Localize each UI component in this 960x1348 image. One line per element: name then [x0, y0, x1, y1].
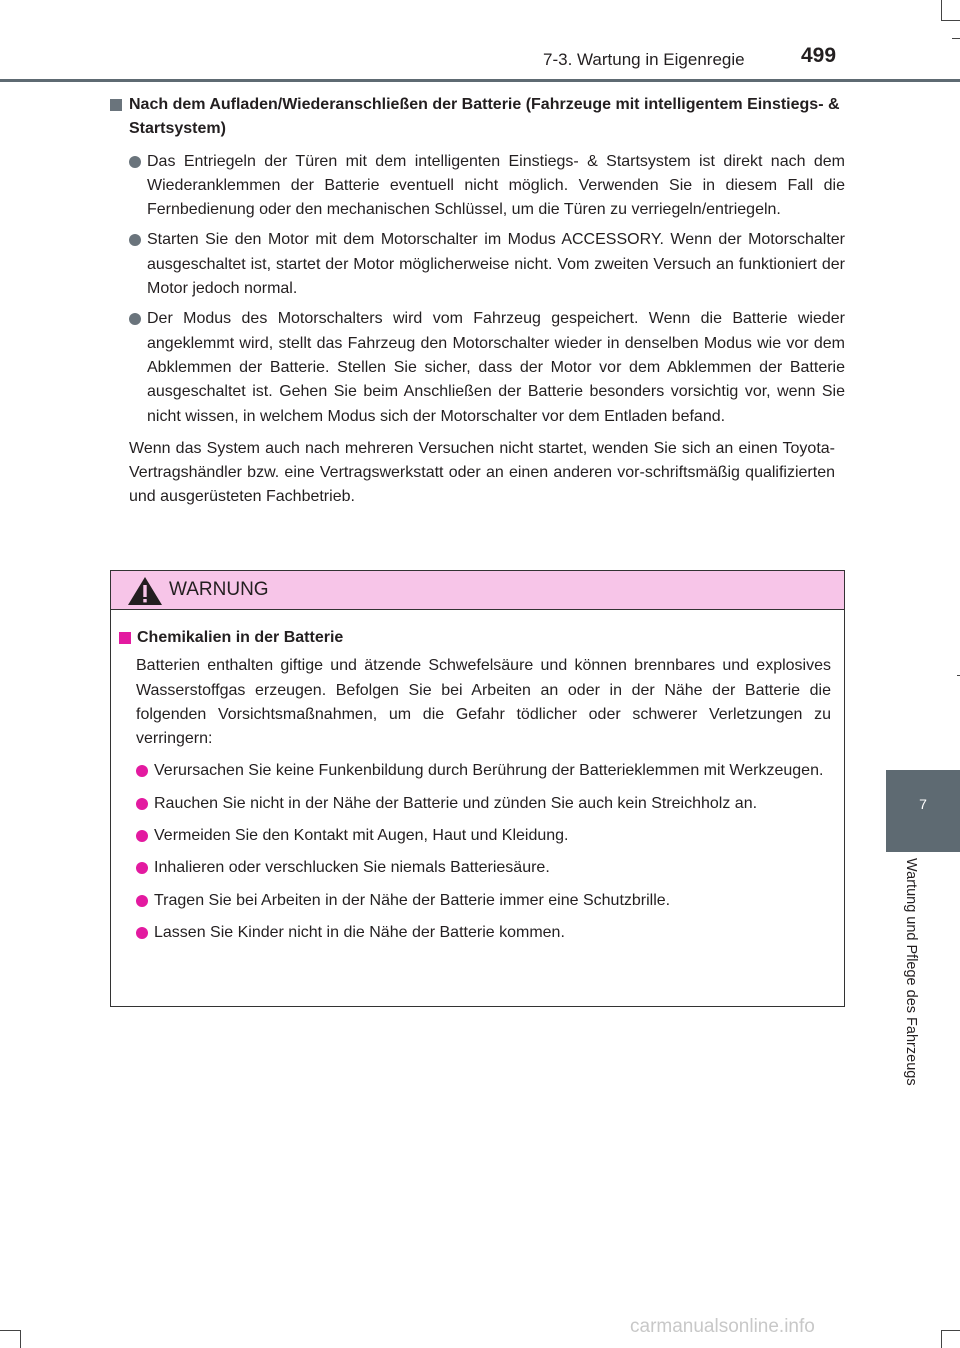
list-item [119, 921, 836, 945]
list-item [110, 228, 845, 301]
section-heading [110, 93, 845, 142]
circle-bullet-icon [129, 156, 141, 168]
circle-bullet-icon [129, 313, 141, 325]
warning-triangle-icon [127, 576, 163, 606]
circle-bullet-icon [129, 234, 141, 246]
crop-mark [941, 1330, 942, 1348]
warning-heading [119, 626, 836, 650]
square-bullet-icon [110, 99, 122, 111]
section-title: 7-3. Wartung in Eigenregie [543, 50, 745, 69]
list-item [119, 792, 836, 816]
crop-mark [941, 1330, 960, 1331]
section-heading-text: Nach dem Aufladen/Wiederanschließen der Batterie (Fahrzeuge mit intelligentem Einstiegs- & Startsystem) [129, 96, 840, 138]
list-item-text: Der Modus des Motorschalters wird vom Fahrzeug gespeichert. Wenn die Batterie wieder angeklemmt wird, stellt das Fahrzeug den Motorschalter wieder in denselben Modus wie vor dem Abklemmen der Batterie. Stellen Sie sicher, dass der Motor vor dem Abklemmen der Batterie ausgeschaltet ist. Gehen Sie beim Anschließen der Batterie besonders vorsichtig vor, wenn Sie nicht wissen, in welchem Modus sich der Motorschalter vor dem Entladen befand. [147, 310, 845, 425]
circle-bullet-icon [136, 830, 148, 842]
circle-bullet-icon [136, 927, 148, 939]
warning-intro: Batterien enthalten giftige und ätzende Schwefelsäure und können brennbares und explosives Wasserstoffgas erzeugen. Befolgen Sie bei Arbeiten an oder in der Nähe der Batterie die folgenden Vorsichtsmaßnahmen, um die Gefahr tödlicher oder schwerer Verletzungen zu verringern: [136, 657, 831, 748]
square-bullet-icon [119, 632, 131, 644]
chapter-tab [886, 770, 960, 852]
warning-box [110, 570, 845, 1007]
circle-bullet-icon [136, 862, 148, 874]
list-item-text: Das Entriegeln der Türen mit dem intelligenten Einstiegs- & Startsystem ist direkt nach dem Wiederanklemmen der Batterie eventuell nicht möglich. Verwenden Sie in diesem Fall die Fernbedienung oder den mechanischen Schlüssel, um die Türen zu verriegeln/entriegeln. [147, 152, 845, 219]
page-number: 499 [801, 44, 837, 67]
warning-header [111, 571, 844, 610]
chapter-number: 7 [919, 796, 927, 812]
list-item-text: Starten Sie den Motor mit dem Motorschalter im Modus ACCESSORY. Wenn der Motorschalter ausgeschaltet ist, startet der Motor möglicherweise nicht. Vom zweiten Versuch an funktioniert der Motor jedoch normal. [147, 231, 845, 298]
watermark: carmanualsonline.info [630, 1316, 815, 1337]
crop-mark [941, 20, 960, 21]
circle-bullet-icon [136, 798, 148, 810]
crop-mark [941, 0, 942, 20]
list-item-text: Lassen Sie Kinder nicht in die Nähe der Batterie kommen. [154, 923, 565, 941]
list-item-text: Inhalieren oder verschlucken Sie niemals Batteriesäure. [154, 859, 550, 877]
crop-mark [0, 1330, 20, 1331]
list-item-text: Verursachen Sie keine Funkenbildung durch Berührung der Batterieklemmen mit Werkzeugen. [154, 762, 824, 780]
body-paragraph: Wenn das System auch nach mehreren Versuchen nicht startet, wenden Sie sich an einen Toyota-Vertragshändler bzw. eine Vertragswerkstatt oder an einen anderen vor-schriftsmäßig qualifizierten und ausgerüsteten Fachbetrieb. [129, 439, 835, 506]
list-item [119, 824, 836, 848]
header-rule [0, 79, 960, 82]
list-item-text: Vermeiden Sie den Kontakt mit Augen, Haut und Kleidung. [154, 827, 569, 845]
list-item [119, 759, 836, 783]
list-item-text: Rauchen Sie nicht in der Nähe der Batterie und zünden Sie auch kein Streichholz an. [154, 794, 758, 812]
warning-body [111, 610, 844, 945]
list-item [110, 307, 845, 428]
list-item [110, 150, 845, 223]
list-item [119, 889, 836, 913]
warning-title: WARNUNG [169, 579, 269, 600]
list-item-text: Tragen Sie bei Arbeiten in der Nähe der Batterie immer eine Schutzbrille. [154, 891, 671, 909]
chapter-title: Wartung und Pflege des Fahrzeugs [903, 858, 919, 1086]
circle-bullet-icon [136, 765, 148, 777]
crop-mark [20, 1330, 21, 1348]
crop-mark [952, 38, 960, 39]
warning-heading-text: Chemikalien in der Batterie [137, 629, 344, 646]
main-content [110, 93, 845, 510]
circle-bullet-icon [136, 895, 148, 907]
list-item [119, 856, 836, 880]
